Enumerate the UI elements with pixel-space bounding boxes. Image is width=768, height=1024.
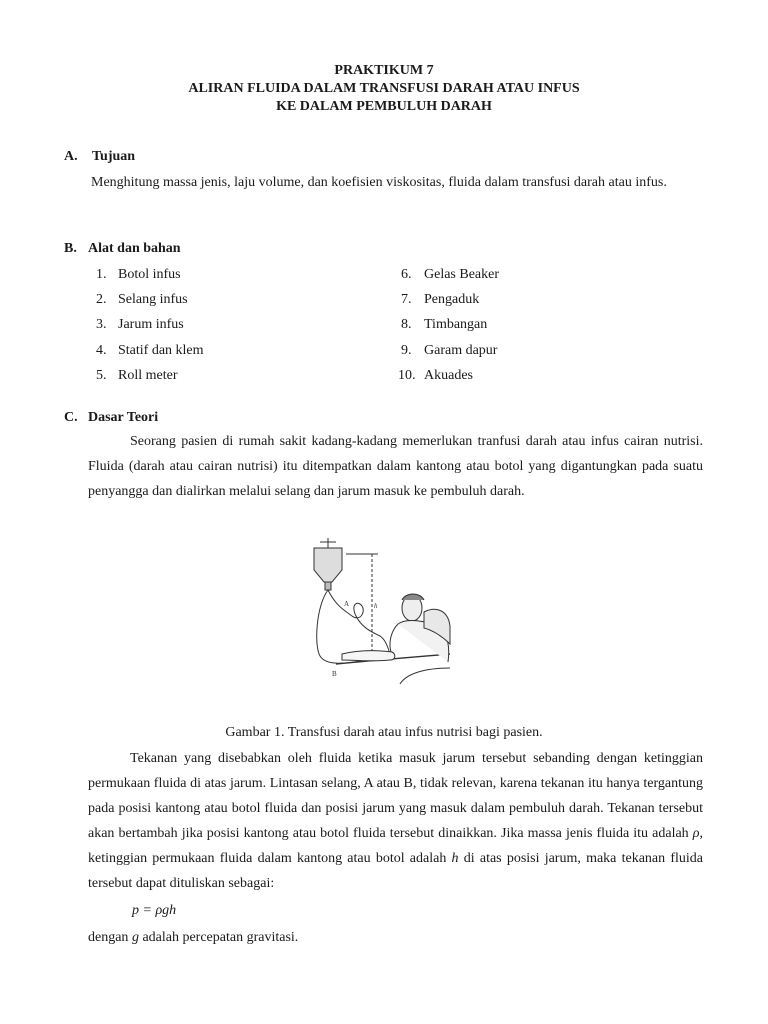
section-a-heading: Tujuan (92, 149, 136, 164)
theory-paragraph-1: Seorang pasien di rumah sakit kadang-kadang memerlukan tranfusi darah atau infus cairan nutrisi. Fluida (darah atau cairan nutrisi) itu ditempatkan dalam kantong atau botol yang digantungkan pada suatu penyangga dan dialirkan melalui selang dan jarum masuk ke pembuluh darah. (88, 434, 703, 499)
figure-caption: Gambar 1. Transfusi darah atau infus nutrisi bagi pasien. (225, 725, 543, 740)
para2-text-1: Tekanan yang disebabkan oleh fluida ketika masuk jarum tersebut sebanding dengan ketinggian permukaan fluida di atas jarum. Lintasan selang, A atau B, tidak relevan, karena tekanan itu hanya tergantung pada posisi kantong atau botol fluida dan posisi jarum yang masuk dalam pembuluh darah. Tekanan tersebut akan bertambah jika posisi kantong atau botol fluida tersebut dinaikkan. Jika massa jenis fluida itu adalah (88, 751, 703, 841)
list-item: Roll meter (118, 368, 178, 383)
list-item: Gelas Beaker (424, 267, 500, 282)
list-item-num: 8. (401, 317, 412, 332)
list-item: Timbangan (424, 317, 488, 332)
title-line-2: ALIRAN FLUIDA DALAM TRANSFUSI DARAH ATAU INFUS (188, 81, 580, 96)
section-c-heading: Dasar Teori (88, 410, 159, 425)
closing-sentence (88, 929, 298, 947)
list-item: Pengaduk (424, 292, 480, 307)
list-item: Akuades (424, 368, 473, 383)
title-line-1: PRAKTIKUM 7 (334, 63, 434, 78)
rho-symbol: ρ (692, 826, 700, 841)
list-item: Selang infus (118, 292, 188, 307)
list-item: Botol infus (118, 267, 181, 282)
list-item-num: 2. (96, 292, 107, 307)
figure-label-a: A (344, 600, 350, 608)
list-item-num: 1. (96, 267, 107, 282)
g-symbol: g (131, 930, 139, 945)
list-item-num: 10. (398, 368, 416, 383)
list-item-num: 9. (401, 343, 412, 358)
figure-label-b: B (332, 670, 337, 678)
para2-text-3: di atas posisi jarum, maka tekanan fluida tersebut dapat dituliskan sebagai: (88, 851, 703, 891)
section-a-letter: A. (64, 149, 78, 164)
title-line-3: KE DALAM PEMBULUH DARAH (276, 99, 492, 114)
list-item: Garam dapur (424, 343, 498, 358)
list-item-num: 7. (401, 292, 412, 307)
list-item: Jarum infus (118, 317, 184, 332)
h-symbol: h (451, 851, 459, 866)
para2-text-2: , ketinggian permukaan fluida dalam kantong atau botol adalah (88, 826, 703, 866)
list-item-num: 3. (96, 317, 107, 332)
theory-paragraph-2 (88, 746, 703, 896)
infusion-illustration (306, 536, 452, 684)
section-b-heading: Alat dan bahan (88, 241, 181, 256)
section-c-letter: C. (64, 410, 78, 425)
closing-text-1: dengan (88, 930, 132, 945)
pressure-formula: p = ρgh (132, 903, 177, 918)
figure-label-h: h (374, 602, 378, 610)
list-item: Statif dan klem (118, 343, 204, 358)
list-item-num: 6. (401, 267, 412, 282)
section-b-letter: B. (64, 241, 77, 256)
section-a-body: Menghitung massa jenis, laju volume, dan koefisien viskositas, fluida dalam transfusi darah atau infus. (91, 175, 667, 190)
list-item-num: 5. (96, 368, 107, 383)
closing-text-2: adalah percepatan gravitasi. (138, 930, 299, 945)
list-item-num: 4. (96, 343, 107, 358)
